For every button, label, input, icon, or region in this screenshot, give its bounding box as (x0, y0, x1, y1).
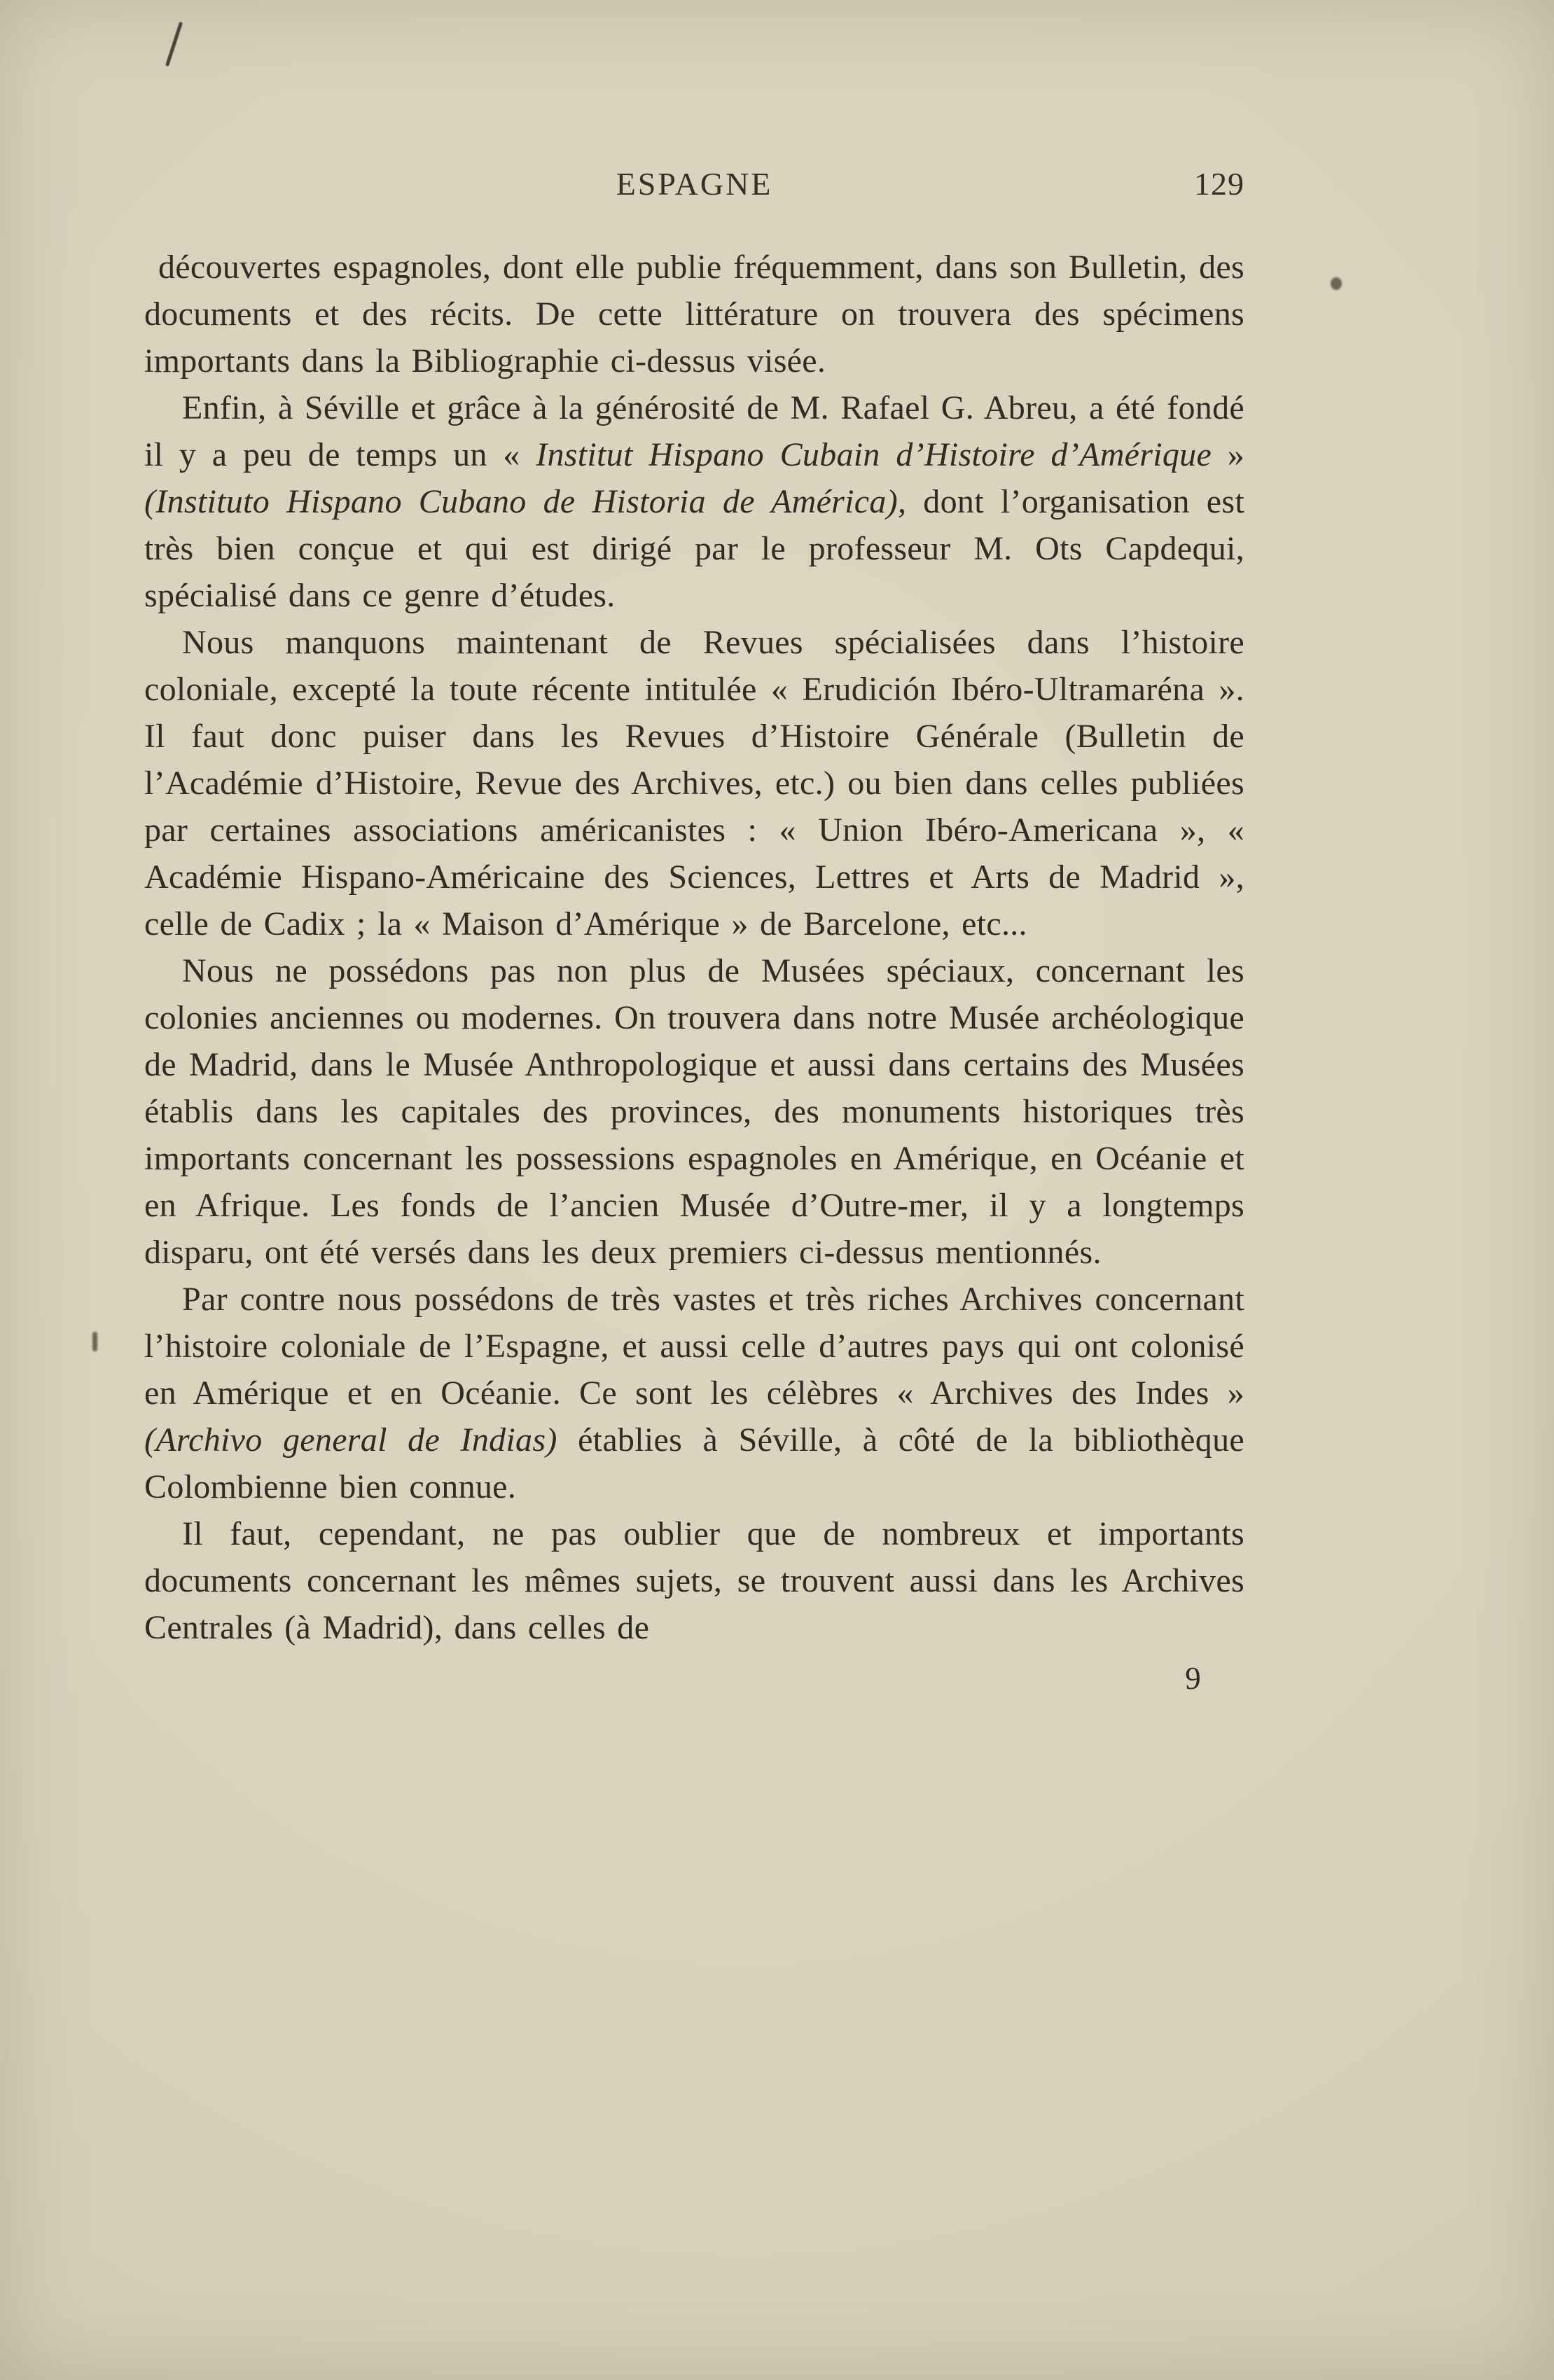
italic-text-run: (Instituto Hispano Cubano de Historia de América), (144, 483, 907, 520)
text-run: Par contre nous possédons de très vastes et très riches Archives concernant l’histoire coloniale de l’Espagne, et aussi celle d’autres pays qui ont colonisé en Amérique et en Océanie. Ce sont les célèbres « Archives des Indes » (144, 1281, 1244, 1412)
text-run: établies à Séville, à côté de la bibliothèque Colombienne bien connue. (144, 1421, 1244, 1505)
pen-stroke-mark (165, 22, 183, 67)
ink-speck (1331, 277, 1342, 290)
paragraph-archives-centrales (144, 1510, 1244, 1651)
text-column (144, 244, 1244, 1702)
paragraph-archives-des-indes (144, 1276, 1244, 1510)
text-run: Enfin, à Séville et grâce à la générosité de M. Rafael G. Abreu, a été fondé il y a peu de temps un « (144, 389, 1244, 473)
paragraph-revues (144, 619, 1244, 947)
page-header (144, 165, 1244, 202)
text-run: » (1212, 436, 1244, 473)
page-number: 129 (1194, 166, 1244, 202)
running-title: ESPAGNE (616, 166, 773, 202)
text-run: Il faut, cependant, ne pas oublier que de nombreux et importants documents concernant les mêmes sujets, se trouvent aussi dans les Archives Centrales (à Madrid), dans celles de (144, 1515, 1244, 1646)
paragraph-institut-hispano-cubain (144, 384, 1244, 619)
text-run: Nous manquons maintenant de Revues spécialisées dans l’histoire coloniale, excepté la toute récente intitulée « Erudición Ibéro-Ultramaréna ». Il faut donc puiser dans les Revues d’Histoire Générale (Bulletin de l’Académie d’Histoire, Revue des Archives, etc.) ou bien dans celles publiées par certaines associations américanistes : « Union Ibéro-Americana », « Académie Hispano-Américaine des Sciences, Lettres et Arts de Madrid », celle de Cadix ; la « Maison d’Amérique » de Barcelone, etc... (144, 624, 1244, 942)
paragraph-bulletin (144, 244, 1244, 384)
text-run: dont l’organisation est très bien conçue et qui est dirigé par le professeur M. Ots Capdequi, spécialisé dans ce genre d’études. (144, 483, 1245, 614)
paragraph-musees (144, 947, 1244, 1276)
text-run: découvertes espagnoles, dont elle publie fréquemment, dans son Bulletin, des documents et des récits. De cette littérature on trouvera des spécimens importants dans la Bibliographie ci-dessus visée. (144, 249, 1244, 380)
text-run: Nous ne possédons pas non plus de Musées spéciaux, concernant les colonies anciennes ou modernes. On trouvera dans notre Musée archéologique de Madrid, dans le Musée Anthropologique et aussi dans certains des Musées établis dans les capitales des provinces, des monuments historiques très importants concernant les possessions espagnoles en Amérique, en Océanie et en Afrique. Les fonds de l’ancien Musée d’Outre-mer, il y a longtemps disparu, ont été versés dans les deux premiers ci-dessus mentionnés. (144, 952, 1244, 1271)
italic-text-run: (Archivo general de Indias) (144, 1421, 557, 1459)
ink-speck (92, 1332, 97, 1351)
signature-mark: 9 (1185, 1661, 1201, 1696)
italic-text-run: Institut Hispano Cubain d’Histoire d’Amérique (536, 436, 1212, 473)
signature-line (144, 1655, 1244, 1702)
